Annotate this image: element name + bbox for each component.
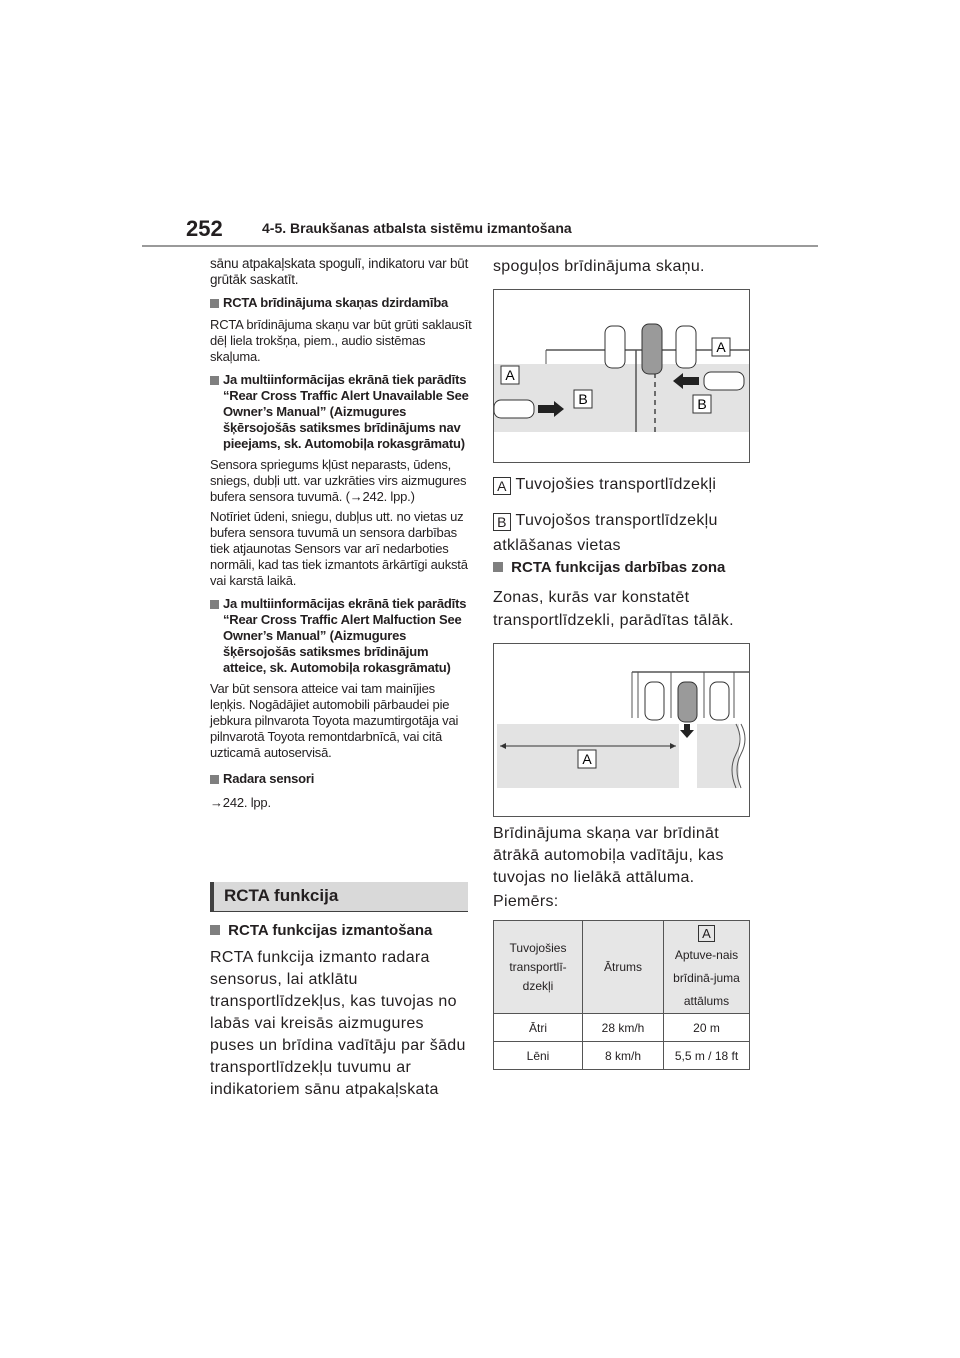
legend-a-text: Tuvojošies transportlīdzekļi: [515, 476, 717, 493]
figure-operating-zone: [493, 643, 750, 817]
cell-distance: 20 m: [664, 1014, 750, 1042]
bullet-text: Sensora spriegums kļūst neparasts, ūdens, sniegs, dubļi utt. var uzkrāties virs aizmugures bufera sensora tuvumā. (→242. lpp.): [210, 457, 467, 504]
bullet-text: RCTA brīdinājuma skaņu var būt grūti saklausīt dēļ liela trokšņa, piem., audio sistēmas skaļuma.: [210, 317, 472, 364]
warning-distance-table: [493, 920, 750, 1070]
label-b: B: [578, 391, 588, 407]
arrow-down-icon: [680, 724, 694, 738]
label-a: A: [582, 751, 592, 767]
legend-b: [493, 508, 743, 558]
left-column: [210, 256, 472, 811]
square-bullet-icon: [210, 299, 219, 308]
cell-distance: 5,5 m / 18 ft: [664, 1042, 750, 1070]
square-bullet-icon: [493, 562, 503, 572]
bullet-malfunction: [210, 596, 472, 676]
continued-text: spoguļos brīdinājuma skaņu.: [493, 258, 705, 275]
label-a: A: [505, 367, 515, 383]
parked-car-left-icon: [645, 682, 664, 720]
cell-type: Ātri: [494, 1014, 583, 1042]
bullet-title: Ja multiinformācijas ekrānā tiek parādīts “Rear Cross Traffic Alert Unavailable See Owner’s Manual” (Aizmugures šķērsojošās satiksmes brīdinājums nav pieejams, sk. Automobiļa rokasgrāmatu): [223, 372, 469, 451]
parked-car-left-icon: [605, 326, 625, 368]
subheading-zone: [493, 559, 755, 576]
subheading-text: RCTA funkcijas darbības zona: [511, 559, 726, 576]
square-bullet-icon: [210, 600, 219, 609]
cell-speed: 28 km/h: [583, 1014, 664, 1042]
bullet-title: RCTA brīdinājuma skaņas dzirdamība: [223, 295, 449, 310]
legend-box-a: A: [493, 477, 511, 495]
header-speed: Ātrums: [583, 921, 664, 1014]
intro-text: sānu atpakaļskata spogulī, indikatoru var būt grūtāk saskatīt.: [210, 256, 469, 287]
cell-speed: 8 km/h: [583, 1042, 664, 1070]
cross-traffic-diagram: [494, 290, 749, 462]
legend-box-b: B: [493, 513, 511, 531]
subheading-usage: [210, 922, 472, 939]
header-distance: A Aptuve-nais brīdinā-juma attālums: [664, 921, 750, 1014]
approaching-car-right-icon: [704, 372, 744, 390]
section-heading: [210, 882, 468, 912]
bullet-title: Ja multiinformācijas ekrānā tiek parādīts “Rear Cross Traffic Alert Malfuction See Owner’s Manual” (Aizmugures šķērsojošās satiksmes brīdinājum atteice, sk. Automobiļa rokasgrāmatu): [223, 596, 467, 675]
after-figure-text: Brīdinājuma skaņa var brīdināt ātrākā automobiļa vadītāju, kas tuvojas no lielākā attāluma.: [493, 825, 724, 886]
cell-type: Lēni: [494, 1042, 583, 1070]
parked-car-right-icon: [710, 682, 729, 720]
page-number: 252: [186, 216, 223, 241]
own-car-icon: [642, 324, 662, 374]
operating-zone-diagram: [494, 644, 749, 816]
approaching-car-left-icon: [494, 400, 534, 418]
bullet-title: Radara sensori: [223, 771, 315, 786]
square-bullet-icon: [210, 775, 219, 784]
usage-text: RCTA funkcija izmanto radara sensorus, lai atklātu transportlīdzekļus, kas tuvojas no labās vai kreisās aizmugures puses un brīdina vadītāju par šādu transportlīdzekļu tuvumu ar indikatoriem sānu atpakaļskata: [210, 949, 466, 1098]
table-row: [494, 1042, 750, 1070]
legend-a: [493, 474, 755, 496]
bullet-radar: [210, 771, 472, 789]
page-reference: →242. lpp.: [210, 795, 271, 810]
zone-text: Zonas, kurās var konstatēt transportlīdzekli, parādītas tālāk.: [493, 589, 734, 629]
parked-car-right-icon: [676, 326, 696, 368]
figure-cross-traffic: [493, 289, 750, 463]
header-vehicles: Tuvojošies transportlī-dzekļi: [494, 921, 583, 1014]
square-bullet-icon: [210, 376, 219, 385]
section-title: RCTA funkcija: [224, 886, 339, 905]
label-a: A: [716, 339, 726, 355]
chapter-title: 4-5. Braukšanas atbalsta sistēmu izmantošana: [262, 220, 572, 236]
example-label: Piemērs:: [493, 893, 559, 910]
bullet-unavailable: [210, 372, 472, 452]
bullet-text: Var būt sensora atteice vai tam mainījies leņķis. Nogādājiet automobili pārbaudei pie jebkura pilnvarota Toyota mazumtirgotāja vai pilnvarotā Toyota remontdarbnīcā, vai citā uzticamā autoservisā.: [210, 681, 459, 760]
table-row: [494, 1014, 750, 1042]
legend-b-text: Tuvojošos transportlīdzekļu atklāšanas vietas: [493, 512, 718, 554]
table-box-a: A: [698, 925, 715, 942]
header-rule: [142, 245, 818, 247]
subheading-text: RCTA funkcijas izmantošana: [228, 922, 433, 939]
square-bullet-icon: [210, 925, 220, 935]
own-car-icon: [678, 682, 697, 722]
left-column-lower: [210, 922, 472, 1101]
bullet-text: Notīriet ūdeni, sniegu, dubļus utt. no vietas uz bufera sensora tuvumā un sensora darbības tiek atjaunotas Sensors var arī nedarboties normāli, kad tas tiek izmantots ārkārtīgi aukstā vai karstā laikā.: [210, 509, 468, 588]
bullet-audibility: [210, 295, 472, 313]
label-b: B: [697, 396, 707, 412]
